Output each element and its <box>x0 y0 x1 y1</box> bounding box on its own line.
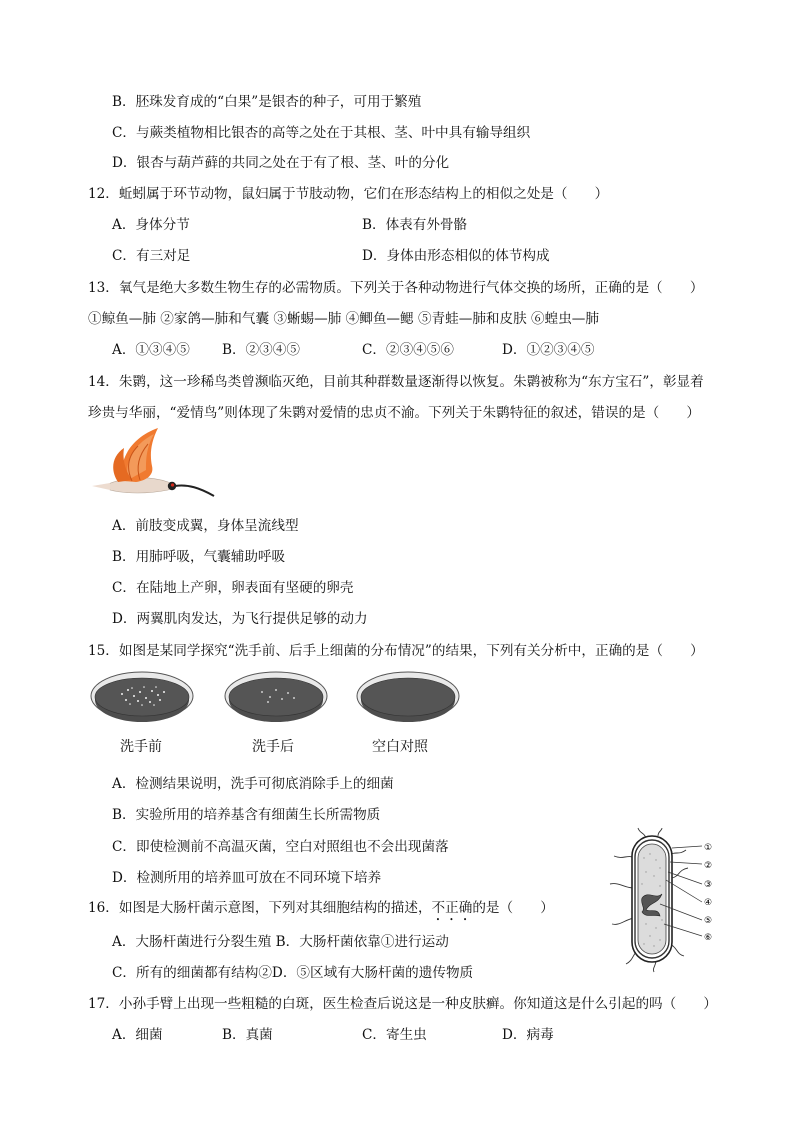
q16-stem <box>88 896 554 924</box>
q17-option-d: D．病毒 <box>502 1027 554 1043</box>
q12-option-b: B．体表有外骨骼 <box>362 217 468 233</box>
petri-dish-blank-control <box>356 670 460 728</box>
q16-stem-emphasis: 不正确 <box>431 900 473 916</box>
q15-option-d: D．检测所用的培养皿可放在不同环境下培养 <box>112 870 382 886</box>
q17-option-a: A．细菌 <box>112 1027 163 1043</box>
q13-option-d: D．①②③④⑤ <box>502 342 595 358</box>
q14-option-d: D．两翼肌肉发达，为飞行提供足够的动力 <box>112 611 368 627</box>
q11-option-d: D．银杏与葫芦藓的共同之处在于有了根、茎、叶的分化 <box>112 155 450 171</box>
e-coli-diagram <box>606 828 726 972</box>
petri-dish-after <box>224 670 328 728</box>
q16-stem-pre: 16．如图是大肠杆菌示意图，下列对其细胞结构的描述， <box>88 900 432 916</box>
q16-options-cd: C．所有的细菌都有结构②D．⑤区域有大肠杆菌的遗传物质 <box>112 965 474 981</box>
q14-option-c: C．在陆地上产卵，卵表面有坚硬的卵壳 <box>112 580 354 596</box>
dish-label-after: 洗手后 <box>252 739 294 755</box>
q16-stem-post: 的是（ ） <box>472 900 554 916</box>
q17-option-c: C．寄生虫 <box>362 1027 427 1043</box>
q13-option-a: A．①③④⑤ <box>112 342 190 358</box>
e-coli-label-1: ① <box>704 843 713 853</box>
q13-option-c: C．②③④⑤⑥ <box>362 342 454 358</box>
q14-stem-line2: 珍贵与华丽，“爱情鸟”则体现了朱鹮对爱情的忠贞不渝。下列关于朱鹮特征的叙述，错误的是（ ） <box>88 405 701 421</box>
e-coli-label-4: ④ <box>704 898 713 908</box>
e-coli-label-2: ② <box>704 861 713 871</box>
q13-stem: 13．氧气是绝大多数生物生存的必需物质。下列关于各种动物进行气体交换的场所，正确的是（ ） <box>88 280 704 296</box>
q14-option-b: B．用肺呼吸，气囊辅助呼吸 <box>112 549 286 565</box>
q17-option-b: B．真菌 <box>222 1027 273 1043</box>
q12-option-c: C．有三对足 <box>112 248 191 264</box>
e-coli-label-3: ③ <box>704 880 713 890</box>
e-coli-label-6: ⑥ <box>704 933 713 943</box>
dish-label-blank: 空白对照 <box>372 739 428 755</box>
q16-options-ab: A．大肠杆菌进行分裂生殖 B．大肠杆菌依靠①进行运动 <box>112 934 449 950</box>
dish-label-before: 洗手前 <box>120 739 162 755</box>
petri-dish-before <box>90 670 194 728</box>
q15-option-a: A．检测结果说明，洗手可彻底消除手上的细菌 <box>112 776 394 792</box>
q12-option-a: A．身体分节 <box>112 217 190 233</box>
q12-option-d: D．身体由形态相似的体节构成 <box>362 248 550 264</box>
q11-option-c: C．与蕨类植物相比银杏的高等之处在于其根、茎、叶中具有输导组织 <box>112 125 531 141</box>
q15-stem: 15．如图是某同学探究“洗手前、后手上细菌的分布情况”的结果，下列有关分析中，正确的是（ ） <box>88 643 704 659</box>
q14-option-a: A．前肢变成翼，身体呈流线型 <box>112 518 299 534</box>
q14-stem-line1: 14．朱鹮，这一珍稀鸟类曾濒临灭绝，目前其种群数量逐渐得以恢复。朱鹮被称为“东方宝石”，彰显着 <box>88 374 704 390</box>
e-coli-label-5: ⑤ <box>704 916 713 926</box>
q13-list: ①鲸鱼—肺 ②家鸽—肺和气囊 ③蜥蜴—肺 ④鲫鱼—鳃 ⑤青蛙—肺和皮肤 ⑥蝗虫—肺 <box>88 311 599 327</box>
q17-stem: 17．小孙手臂上出现一些粗糙的白斑，医生检查后说这是一种皮肤癣。你知道这是什么引起的吗（ ） <box>88 996 718 1012</box>
crested-ibis-image <box>88 426 218 500</box>
q15-option-c: C．即使检测前不高温灭菌，空白对照组也不会出现菌落 <box>112 839 449 855</box>
q15-option-b: B．实验所用的培养基含有细菌生长所需物质 <box>112 807 381 823</box>
q13-option-b: B．②③④⑤ <box>222 342 300 358</box>
q12-stem: 12．蚯蚓属于环节动物，鼠妇属于节肢动物，它们在形态结构上的相似之处是（ ） <box>88 186 609 202</box>
q11-option-b: B．胚珠发育成的“白果”是银杏的种子，可用于繁殖 <box>112 94 422 110</box>
